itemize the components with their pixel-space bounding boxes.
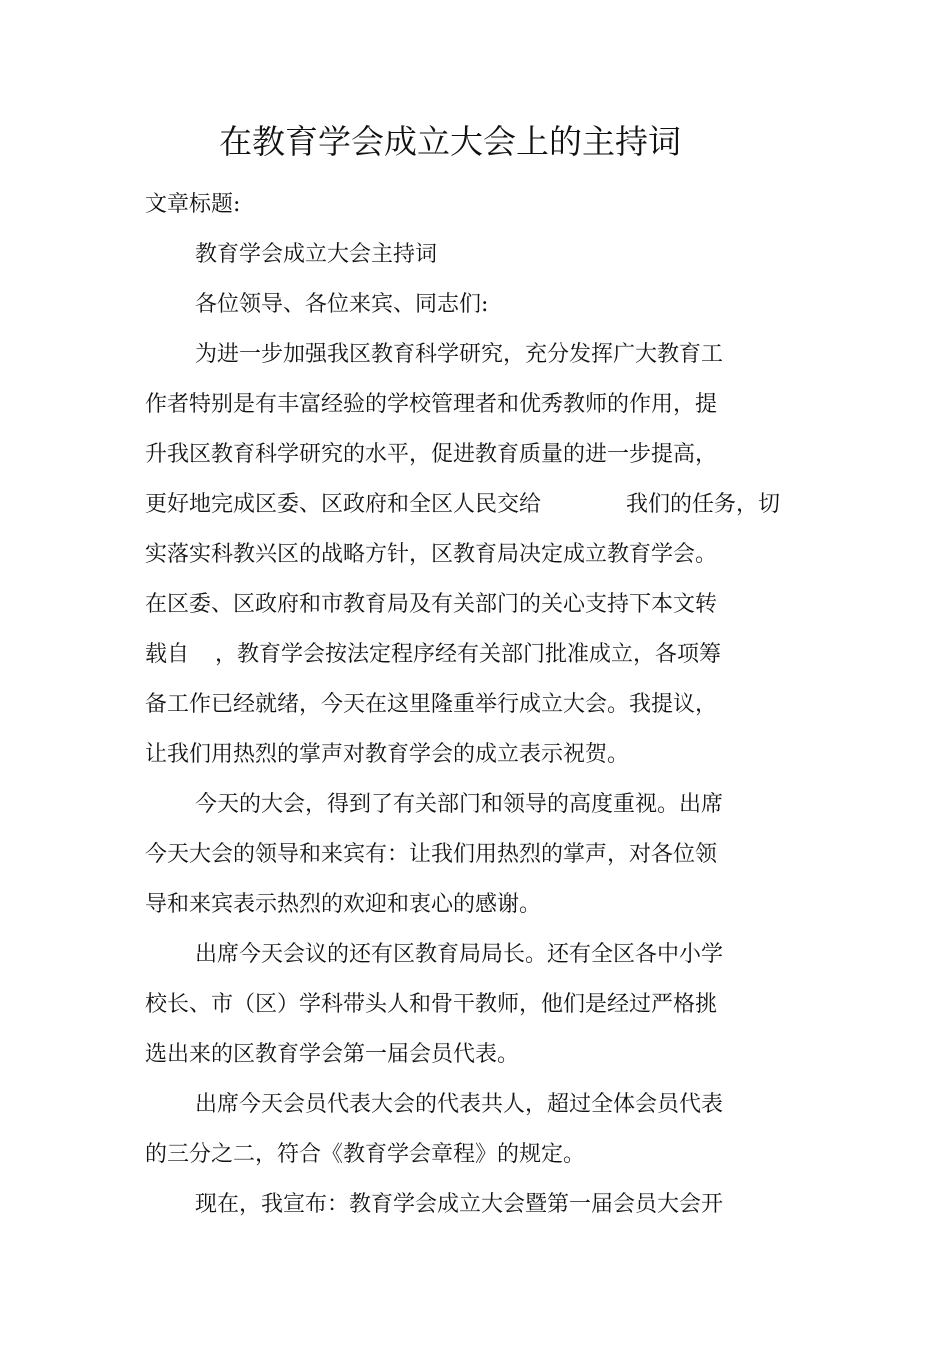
paragraph-1-line-4a: 更好地完成区委、区政府和全区人民交给 bbox=[145, 492, 542, 517]
subtitle-line: 教育学会成立大会主持词 bbox=[195, 242, 438, 267]
paragraph-1-line-4b: 我们的任务，切 bbox=[626, 492, 781, 517]
paragraph-1-line-5: 实落实科教兴区的战略方针，区教育局决定成立教育学会。 bbox=[145, 542, 718, 567]
paragraph-1-line-1: 为进一步加强我区教育科学研究，充分发挥广大教育工 bbox=[195, 342, 724, 367]
paragraph-1-line-9: 让我们用热烈的掌声对教育学会的成立表示祝贺。 bbox=[145, 742, 630, 767]
paragraph-1-line-8: 备工作已经就绪，今天在这里隆重举行成立大会。我提议， bbox=[145, 692, 718, 717]
paragraph-2-line-1: 今天的大会，得到了有关部门和领导的高度重视。出席 bbox=[195, 792, 724, 817]
paragraph-5-line-1: 现在，我宣布：教育学会成立大会暨第一届会员大会开 bbox=[195, 1192, 724, 1217]
paragraph-1-line-7b: ，教育学会按法定程序经有关部门批准成立，各项筹 bbox=[215, 642, 722, 667]
paragraph-1-line-2: 作者特别是有丰富经验的学校管理者和优秀教师的作用，提 bbox=[145, 392, 718, 417]
paragraph-3-line-3: 选出来的区教育学会第一届会员代表。 bbox=[145, 1042, 520, 1067]
paragraph-1-line-3: 升我区教育科学研究的水平，促进教育质量的进一步提高， bbox=[145, 442, 718, 467]
paragraph-4-line-2: 的三分之二，符合《教育学会章程》的规定。 bbox=[145, 1142, 586, 1167]
paragraph-2-line-2: 今天大会的领导和来宾有：让我们用热烈的掌声，对各位领 bbox=[145, 842, 718, 867]
paragraph-3-line-1: 出席今天会议的还有区教育局局长。还有全区各中小学 bbox=[195, 942, 724, 967]
paragraph-1-line-7a: 载自 bbox=[145, 642, 190, 667]
paragraph-1-line-6: 在区委、区政府和市教育局及有关部门的关心支持下本文转 bbox=[145, 592, 718, 617]
salutation-line: 各位领导、各位来宾、同志们: bbox=[195, 292, 489, 317]
paragraph-2-line-3: 导和来宾表示热烈的欢迎和衷心的感谢。 bbox=[145, 892, 542, 917]
document-title: 在教育学会成立大会上的主持词 bbox=[219, 122, 681, 161]
paragraph-4-line-1: 出席今天会员代表大会的代表共人，超过全体会员代表 bbox=[195, 1092, 724, 1117]
article-title-label: 文章标题: bbox=[145, 192, 241, 217]
paragraph-3-line-2: 校长、市（区）学科带头人和骨干教师，他们是经过严格挑 bbox=[145, 992, 718, 1017]
